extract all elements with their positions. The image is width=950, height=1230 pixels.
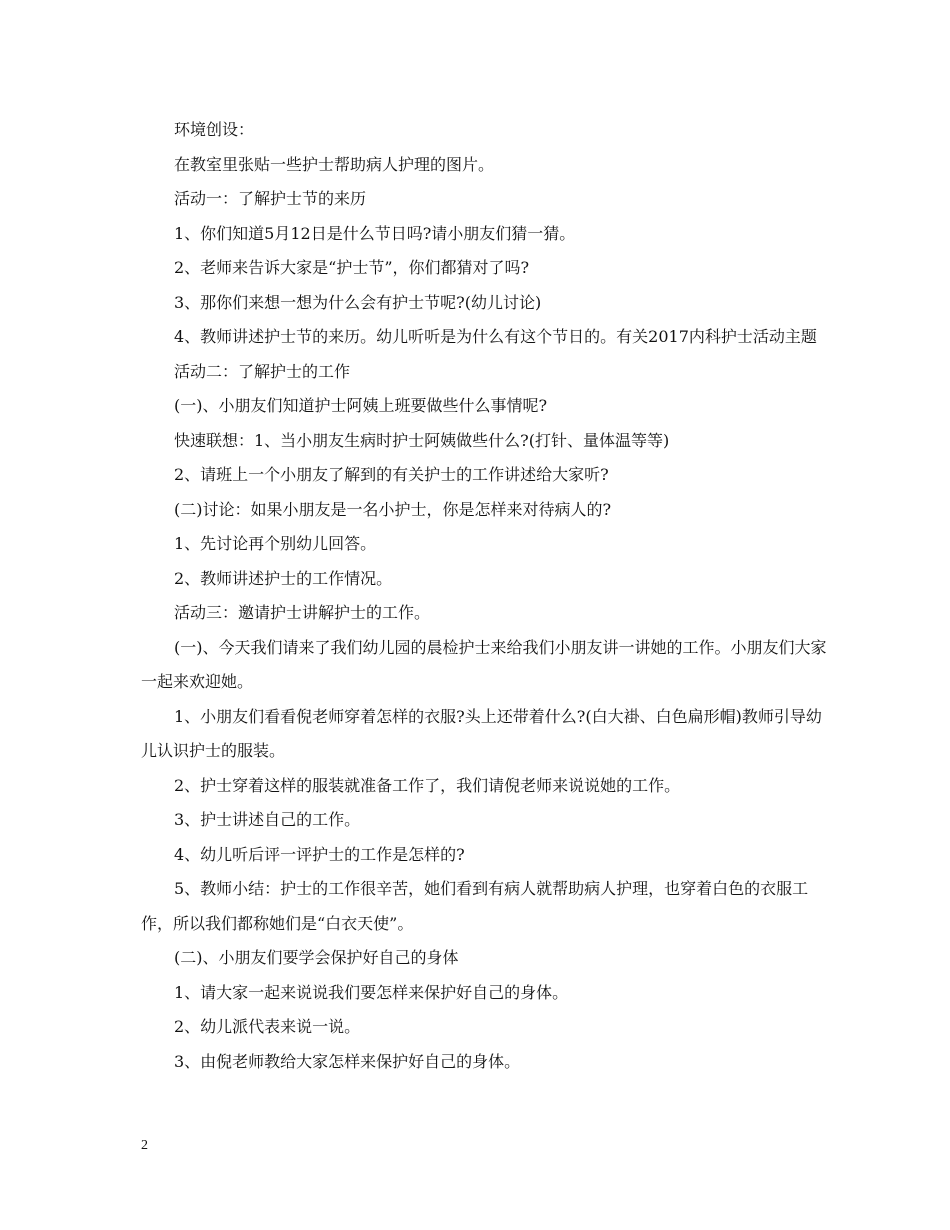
paragraph: 2、老师来告诉大家是“护士节”，你们都猜对了吗? xyxy=(174,258,530,277)
paragraph: 在教室里张贴一些护士帮助病人护理的图片。 xyxy=(174,154,495,174)
paragraph: 环境创设： xyxy=(174,120,255,139)
paragraph: 快速联想：1、当小朋友生病时护士阿姨做些什么?(打针、量体温等等) xyxy=(174,430,670,450)
paragraph: (二)、小朋友们要学会保护好自己的身体 xyxy=(174,948,459,967)
paragraph: (二)讨论：如果小朋友是一名小护士，你是怎样来对待病人的? xyxy=(174,499,612,519)
section-heading: 活动一：了解护士节的来历 xyxy=(174,189,367,208)
paragraph: 2、护士穿着这样的服装就准备工作了，我们请倪老师来说说她的工作。 xyxy=(174,775,681,795)
paragraph: 2、请班上一个小朋友了解到的有关护士的工作讲述给大家听? xyxy=(174,465,609,484)
page-number: 2 xyxy=(141,1138,148,1153)
paragraph: 1、小朋友们看看倪老师穿着怎样的衣服?头上还带着什么?(白大褂、白色扁形帽)教师引导幼儿认识护士的服装。 xyxy=(141,706,822,760)
paragraph: 1、请大家一起来说说我们要怎样来保护好自己的身体。 xyxy=(174,982,569,1002)
paragraph: 3、由倪老师教给大家怎样来保护好自己的身体。 xyxy=(174,1051,521,1071)
section-heading: 活动三：邀请护士讲解护士的工作。 xyxy=(174,603,431,622)
paragraph: 2、幼儿派代表来说一说。 xyxy=(174,1017,361,1036)
paragraph: 4、教师讲述护士节的来历。幼儿听听是为什么有这个节日的。有关2017内科护士活动主题 xyxy=(174,327,817,346)
paragraph: 2、教师讲述护士的工作情况。 xyxy=(174,568,393,588)
section-heading: 活动二：了解护士的工作 xyxy=(174,361,351,381)
paragraph: 1、你们知道5月12日是什么节日吗?请小朋友们猜一猜。 xyxy=(174,223,576,243)
paragraph: 1、先讨论再个别幼儿回答。 xyxy=(174,534,377,553)
paragraph: 3、护士讲述自己的工作。 xyxy=(174,810,361,829)
paragraph: 3、那你们来想一想为什么会有护士节呢?(幼儿讨论) xyxy=(174,292,542,312)
paragraph: (一)、今天我们请来了我们幼儿园的晨检护士来给我们小朋友讲一讲她的工作。小朋友们大家一起来欢迎她。 xyxy=(141,637,827,691)
paragraph: 5、教师小结：护士的工作很辛苦，她们看到有病人就帮助病人护理，也穿着白色的衣服工作，所以我们都称她们是“白衣天使”。 xyxy=(141,879,809,933)
paragraph: (一)、小朋友们知道护士阿姨上班要做些什么事情呢? xyxy=(174,396,548,415)
document-body xyxy=(141,113,831,1079)
paragraph: 4、幼儿听后评一评护士的工作是怎样的? xyxy=(174,844,465,864)
